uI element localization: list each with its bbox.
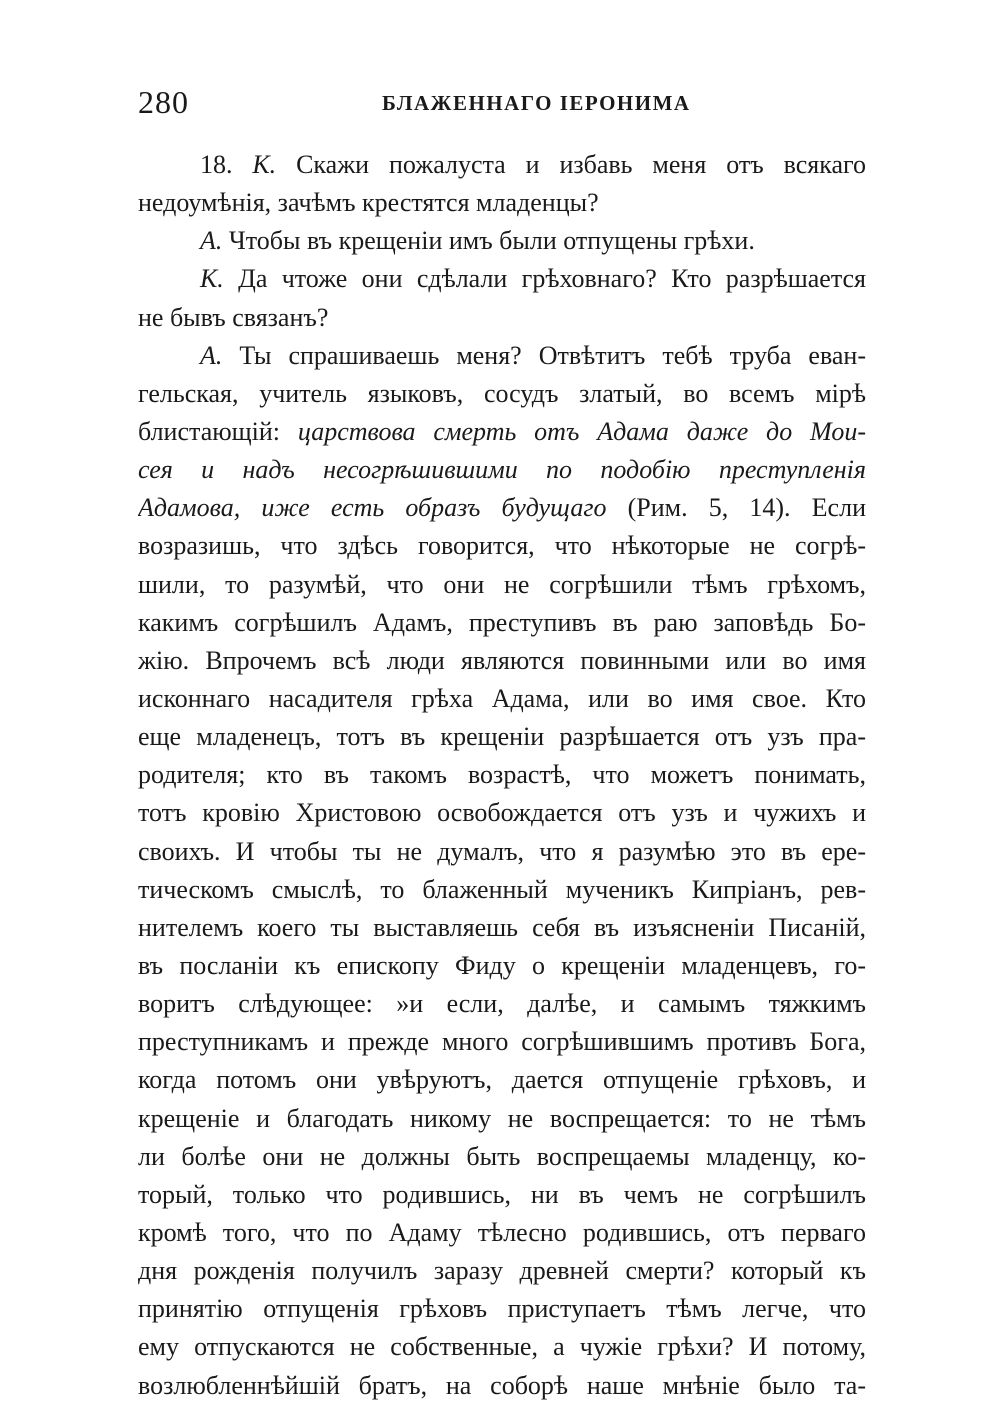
- text-line: [138, 1290, 866, 1328]
- text-run: принятію отпущенія грѣховъ приступаетъ тѣмъ легче, что: [138, 1294, 866, 1324]
- text-line: [138, 642, 866, 680]
- text-run: крещеніе и благодать никому не воспрещается: то не тѣмъ: [138, 1103, 866, 1133]
- text-line: [138, 1138, 866, 1176]
- italic-text-run: Адамова, иже есть образъ будущаго: [138, 493, 607, 523]
- text-run: Да чтоже они сдѣлали грѣховнаго? Кто разрѣшается: [223, 264, 866, 294]
- text-line: [138, 1176, 866, 1214]
- text-run: родителя; кто въ такомъ возрастѣ, что можетъ понимать,: [138, 760, 866, 790]
- text-line: [138, 1100, 866, 1138]
- text-run: Чтобы въ крещеніи имъ были отпущены грѣхи.: [222, 226, 755, 256]
- text-run: блистающій:: [138, 416, 298, 446]
- text-line: [138, 1252, 866, 1290]
- text-line: [138, 756, 866, 794]
- text-line: [138, 909, 866, 947]
- text-run: дня рожденія получилъ заразу древней смерти? который къ: [138, 1256, 866, 1286]
- text-run: гельская, учитель языковъ, сосудъ златый, во всемъ мірѣ: [138, 378, 866, 408]
- text-run: жію. Впрочемъ всѣ люди являются повинными или во имя: [138, 645, 866, 675]
- text-run: ли болѣе они не должны быть воспрещаемы младенцу, ко-: [138, 1141, 866, 1171]
- text-run: кромѣ того, что по Адаму тѣлесно родившись, отъ перваго: [138, 1217, 866, 1247]
- text-line: [138, 833, 866, 871]
- text-run: торый, только что родившись, ни въ чемъ не согрѣшилъ: [138, 1179, 866, 1209]
- text-run: воритъ слѣдующее: »и если, далѣе, и самымъ тяжкимъ: [138, 989, 866, 1019]
- text-run: 18.: [200, 150, 253, 179]
- italic-text-run: К.: [252, 150, 277, 179]
- italic-text-run: К.: [200, 264, 224, 294]
- text-run: ему отпускаются не собственные, а чужіе грѣхи? И потому,: [138, 1332, 866, 1362]
- italic-text-run: царствова смерть отъ Адама даже до Моu-: [297, 416, 866, 446]
- text-line: [138, 680, 866, 718]
- text-line: [138, 146, 866, 184]
- text-line: [138, 184, 866, 222]
- text-line: [138, 299, 866, 337]
- text-line: [138, 1023, 866, 1061]
- text-run: тическомъ смыслѣ, то блаженный мученикъ Кипріанъ, рев-: [138, 874, 866, 904]
- text-run: исконнаго насадителя грѣха Адама, или во имя свое. Кто: [138, 683, 866, 713]
- text-line: [138, 1061, 866, 1099]
- text-run: своихъ. И чтобы ты не думалъ, что я разумѣю это въ ере-: [138, 836, 866, 866]
- text-run: (Рим. 5, 14). Если: [606, 493, 866, 523]
- text-line: [138, 985, 866, 1023]
- text-line: [138, 337, 866, 375]
- text-run: еще младенецъ, тотъ въ крещеніи разрѣшается отъ узъ пра-: [138, 722, 866, 752]
- text-line: [138, 222, 866, 260]
- text-line: [138, 947, 866, 985]
- italic-text-run: сея и надъ несогрѣшившими по подобію преступленія: [138, 455, 866, 485]
- text-line: [138, 375, 866, 413]
- text-run: въ посланіи къ епископу Фиду о крещеніи младенцевъ, го-: [138, 950, 866, 980]
- text-run: какимъ согрѣшилъ Адамъ, преступивъ въ раю заповѣдь Бо-: [138, 607, 866, 637]
- text-run: шили, то разумѣй, что они не согрѣшили тѣмъ грѣхомъ,: [138, 569, 866, 599]
- italic-text-run: А.: [200, 226, 223, 256]
- italic-text-run: А.: [200, 340, 223, 370]
- text-run: тотъ кровію Христовою освобождается отъ узъ и чужихъ и: [138, 798, 866, 828]
- text-run: недоумѣнія, зачѣмъ крестятся младенцы?: [138, 188, 599, 218]
- text-line: [138, 489, 866, 527]
- text-run: не бывъ связанъ?: [138, 302, 329, 332]
- text-run: когда потомъ они увѣруютъ, дается отпущеніе грѣховъ, и: [138, 1065, 866, 1095]
- text-line: [138, 527, 866, 565]
- text-line: [138, 1328, 866, 1366]
- text-line: [138, 413, 866, 451]
- text-run: Ты спрашиваешь меня? Отвѣтитъ тебѣ труба еван-: [222, 340, 866, 370]
- text-line: [138, 1367, 866, 1405]
- text-line: [138, 604, 866, 642]
- text-run: нителемъ коего ты выставляешь себя въ изъясненіи Писаній,: [138, 912, 866, 942]
- text-run: Скажи пожалуста и избавь меня отъ всякаго: [276, 150, 866, 179]
- text-line: [138, 1214, 866, 1252]
- running-head: БЛАЖЕННАГО ІЕРОНИМА: [382, 91, 691, 115]
- text-line: [138, 260, 866, 298]
- text-run: возлюбленнѣйшій братъ, на соборѣ наше мнѣніе было та-: [138, 1370, 866, 1400]
- text-line: [138, 794, 866, 832]
- text-run: возразишь, что здѣсь говорится, что нѣкоторые не согрѣ-: [138, 531, 866, 561]
- text-line: [138, 566, 866, 604]
- page-header: [138, 82, 866, 122]
- page-number: 280: [138, 84, 189, 120]
- text-line: [138, 451, 866, 489]
- body-text: [138, 146, 866, 1405]
- text-line: [138, 871, 866, 909]
- text-line: [138, 718, 866, 756]
- text-run: преступникамъ и прежде много согрѣшившимъ противъ Бога,: [138, 1027, 866, 1057]
